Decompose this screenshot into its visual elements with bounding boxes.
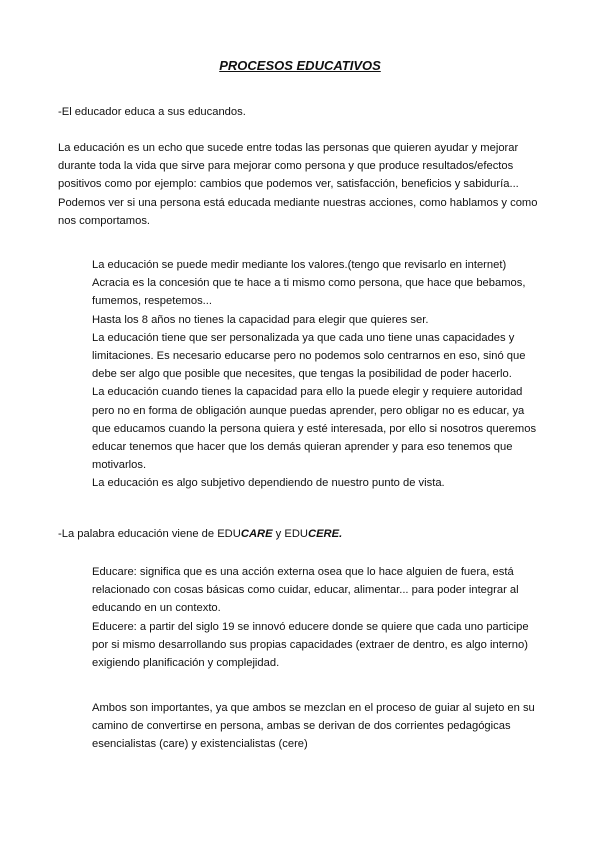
text-line: limitaciones. Es necesario educarse pero no podemos solo centrarnos en eso, sinó que <box>92 350 526 363</box>
text-line: por si mismo desarrollando sus propias capacidades (extraer de dentro, es algo interno) <box>92 638 528 651</box>
intro-text: -El educador educa a sus educandos. <box>58 106 246 118</box>
text-line: Acracia es la concesión que te hace a ti mismo como persona, que hace que bebamos, <box>92 277 526 290</box>
page-title: PROCESOS EDUCATIVOS <box>219 58 381 73</box>
etymology-care: CARE <box>240 528 273 540</box>
text-line: camino de convertirse en persona, ambas se derivan de dos corrientes pedagógicas <box>92 720 511 733</box>
text-line: La educación se puede medir mediante los valores.(tengo que revisarlo en internet) <box>92 259 507 271</box>
text-line: esencialistas (care) y existencialistas (cere) <box>92 738 308 751</box>
text-line: motivarlos. <box>92 459 147 472</box>
text-line: Hasta los 8 años no tienes la capacidad para elegir que quieres ser. <box>92 313 429 326</box>
text-line: relacionado con cosas básicas como cuidar, educar, alimentar... para poder integrar al <box>92 584 519 597</box>
text-line: La educación cuando tienes la capacidad para ello la puede elegir y requiere autoridad <box>92 386 523 399</box>
text-line: Podemos ver si una persona está educada mediante nuestras acciones, como hablamos y como <box>58 196 538 209</box>
indented-block-2 <box>92 563 562 672</box>
intro-line <box>58 103 558 121</box>
text-line: pero no en forma de obligación aunque puedas aprender, pero obligar no es educar, ya <box>92 404 525 417</box>
text-line: durante toda la vida que sirve para mejorar como persona y que produce resultados/efectos <box>58 160 514 173</box>
text-line: exigiendo planificación y complejidad. <box>92 657 280 670</box>
text-line: La educación es algo subjetivo dependiendo de nuestro punto de vista. <box>92 477 445 490</box>
text-line: fumemos, respetemos... <box>92 295 212 308</box>
paragraph-1 <box>58 139 558 230</box>
text-line: educando en un contexto. <box>92 602 221 615</box>
text-line: positivos como por ejemplo: cambios que podemos ver, satisfacción, beneficios y sabiduría... <box>58 178 519 191</box>
text-line: debe ser algo que posible que necesites, que tengas la posibilidad de poder hacerlo. <box>92 368 512 381</box>
etymology-middle: y EDU <box>272 528 308 540</box>
conclusion-block <box>92 699 562 754</box>
text-line: nos comportamos. <box>58 214 151 227</box>
etymology-cere: CERE. <box>308 528 343 540</box>
text-line: Educere: a partir del siglo 19 se innovó educere donde se quiere que cada uno participe <box>92 620 529 633</box>
text-line: La educación es un echo que sucede entre todas las personas que quieren ayudar y mejorar <box>58 142 519 154</box>
text-line: Ambos son importantes, ya que ambos se mezclan en el proceso de guiar al sujeto en su <box>92 702 535 714</box>
text-line: educar tenemos que hacer que los demás quieran aprender y para eso tenemos que <box>92 441 513 454</box>
text-line: La educación tiene que ser personalizada ya que cada uno tiene unas capacidades y <box>92 331 515 344</box>
etymology-text <box>58 525 558 543</box>
text-line: Educare: significa que es una acción externa osea que lo hace alguien de fuera, está <box>92 566 514 578</box>
etymology-line <box>58 525 558 543</box>
indented-block-1 <box>92 256 562 493</box>
etymology-prefix: -La palabra educación viene de EDU <box>58 528 241 540</box>
text-line: que educamos cuando la persona quiera y esté interesada, por ello si nosotros queremos <box>92 422 537 435</box>
